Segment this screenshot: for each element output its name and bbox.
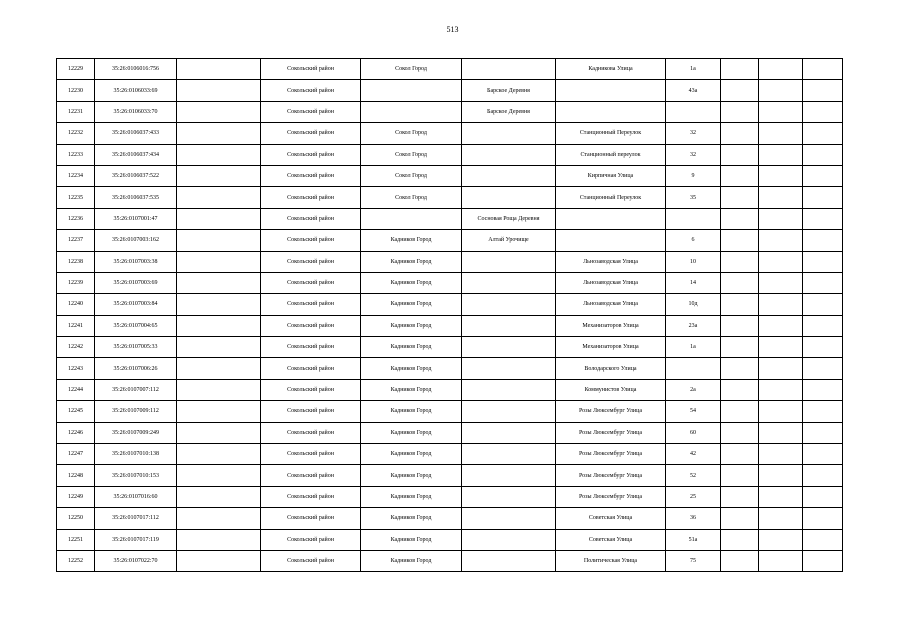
district-cell: Сокольский район (261, 251, 361, 272)
row-number-cell: 12236 (57, 208, 95, 229)
extra-cell-1 (721, 251, 759, 272)
extra-cell-1 (721, 486, 759, 507)
extra-cell-2 (759, 465, 803, 486)
locality-cell (462, 529, 556, 550)
extra-cell-3 (803, 358, 843, 379)
locality-cell (462, 465, 556, 486)
district-cell: Сокольский район (261, 550, 361, 571)
row-number-cell: 12244 (57, 379, 95, 400)
district-cell: Сокольский район (261, 80, 361, 101)
street-cell (556, 101, 666, 122)
table-row (57, 230, 843, 251)
cadastral-number-cell: 35:26:0106037:433 (95, 123, 177, 144)
locality-cell (462, 272, 556, 293)
street-cell: Розы Люксембург Улица (556, 401, 666, 422)
extra-cell-2 (759, 529, 803, 550)
street-cell: Механизаторов Улица (556, 315, 666, 336)
house-number-cell: 6 (666, 230, 721, 251)
locality-cell: Сосновая Роща Деревня (462, 208, 556, 229)
blank-cell (177, 337, 261, 358)
row-number-cell: 12233 (57, 144, 95, 165)
cadastral-number-cell: 35:26:0107016:60 (95, 486, 177, 507)
blank-cell (177, 165, 261, 186)
property-table (56, 58, 843, 572)
house-number-cell: 32 (666, 123, 721, 144)
street-cell: Станционный Переулок (556, 187, 666, 208)
extra-cell-1 (721, 315, 759, 336)
extra-cell-3 (803, 101, 843, 122)
cadastral-number-cell: 35:26:0107007:112 (95, 379, 177, 400)
city-cell: Кадников Город (361, 444, 462, 465)
table-row (57, 272, 843, 293)
blank-cell (177, 422, 261, 443)
extra-cell-2 (759, 294, 803, 315)
house-number-cell: 42 (666, 444, 721, 465)
extra-cell-3 (803, 401, 843, 422)
house-number-cell: 1а (666, 59, 721, 80)
extra-cell-3 (803, 123, 843, 144)
city-cell: Сокол Город (361, 144, 462, 165)
district-cell: Сокольский район (261, 337, 361, 358)
cadastral-number-cell: 35:26:0107017:112 (95, 508, 177, 529)
cadastral-number-cell: 35:26:0106033:70 (95, 101, 177, 122)
locality-cell: Алтай Урочище (462, 230, 556, 251)
row-number-cell: 12230 (57, 80, 95, 101)
house-number-cell: 9 (666, 165, 721, 186)
extra-cell-1 (721, 294, 759, 315)
street-cell (556, 80, 666, 101)
city-cell (361, 101, 462, 122)
street-cell: Станционный Переулок (556, 123, 666, 144)
house-number-cell (666, 358, 721, 379)
cadastral-number-cell: 35:26:0107005:33 (95, 337, 177, 358)
district-cell: Сокольский район (261, 529, 361, 550)
table-row (57, 187, 843, 208)
city-cell: Сокол Город (361, 123, 462, 144)
cadastral-number-cell: 35:26:0107001:47 (95, 208, 177, 229)
extra-cell-2 (759, 550, 803, 571)
blank-cell (177, 59, 261, 80)
row-number-cell: 12232 (57, 123, 95, 144)
extra-cell-1 (721, 80, 759, 101)
extra-cell-3 (803, 208, 843, 229)
table-row (57, 358, 843, 379)
extra-cell-1 (721, 123, 759, 144)
street-cell: Политическая Улица (556, 550, 666, 571)
locality-cell (462, 508, 556, 529)
extra-cell-3 (803, 422, 843, 443)
cadastral-number-cell: 35:26:0106016:756 (95, 59, 177, 80)
locality-cell (462, 422, 556, 443)
extra-cell-3 (803, 465, 843, 486)
extra-cell-2 (759, 272, 803, 293)
blank-cell (177, 123, 261, 144)
extra-cell-2 (759, 486, 803, 507)
locality-cell (462, 59, 556, 80)
extra-cell-3 (803, 80, 843, 101)
extra-cell-1 (721, 337, 759, 358)
extra-cell-3 (803, 550, 843, 571)
cadastral-number-cell: 35:26:0107004:65 (95, 315, 177, 336)
table-row (57, 379, 843, 400)
cadastral-number-cell: 35:26:0107010:138 (95, 444, 177, 465)
district-cell: Сокольский район (261, 101, 361, 122)
city-cell: Кадников Город (361, 315, 462, 336)
extra-cell-2 (759, 251, 803, 272)
blank-cell (177, 465, 261, 486)
row-number-cell: 12251 (57, 529, 95, 550)
street-cell: Льнозаводская Улица (556, 251, 666, 272)
district-cell: Сокольский район (261, 294, 361, 315)
row-number-cell: 12237 (57, 230, 95, 251)
blank-cell (177, 251, 261, 272)
blank-cell (177, 208, 261, 229)
extra-cell-3 (803, 59, 843, 80)
cadastral-number-cell: 35:26:0107022:70 (95, 550, 177, 571)
blank-cell (177, 379, 261, 400)
city-cell: Кадников Город (361, 230, 462, 251)
blank-cell (177, 101, 261, 122)
row-number-cell: 12245 (57, 401, 95, 422)
extra-cell-2 (759, 187, 803, 208)
extra-cell-2 (759, 59, 803, 80)
house-number-cell: 51а (666, 529, 721, 550)
house-number-cell (666, 208, 721, 229)
table-row (57, 465, 843, 486)
row-number-cell: 12242 (57, 337, 95, 358)
city-cell: Кадников Город (361, 486, 462, 507)
house-number-cell: 14 (666, 272, 721, 293)
street-cell: Розы Люксембург Улица (556, 486, 666, 507)
house-number-cell: 35 (666, 187, 721, 208)
row-number-cell: 12231 (57, 101, 95, 122)
locality-cell (462, 379, 556, 400)
locality-cell: Барское Деревня (462, 80, 556, 101)
house-number-cell: 32 (666, 144, 721, 165)
extra-cell-1 (721, 401, 759, 422)
street-cell: Механизаторов Улица (556, 337, 666, 358)
blank-cell (177, 401, 261, 422)
city-cell: Кадников Город (361, 272, 462, 293)
blank-cell (177, 315, 261, 336)
locality-cell (462, 486, 556, 507)
house-number-cell (666, 101, 721, 122)
extra-cell-1 (721, 358, 759, 379)
row-number-cell: 12249 (57, 486, 95, 507)
table-row (57, 144, 843, 165)
district-cell: Сокольский район (261, 422, 361, 443)
extra-cell-2 (759, 379, 803, 400)
blank-cell (177, 508, 261, 529)
locality-cell (462, 187, 556, 208)
table-row (57, 101, 843, 122)
extra-cell-2 (759, 123, 803, 144)
extra-cell-3 (803, 444, 843, 465)
house-number-cell: 10 (666, 251, 721, 272)
cadastral-number-cell: 35:26:0106037:535 (95, 187, 177, 208)
row-number-cell: 12239 (57, 272, 95, 293)
row-number-cell: 12243 (57, 358, 95, 379)
row-number-cell: 12229 (57, 59, 95, 80)
row-number-cell: 12240 (57, 294, 95, 315)
cadastral-number-cell: 35:26:0106037:522 (95, 165, 177, 186)
extra-cell-2 (759, 230, 803, 251)
street-cell (556, 208, 666, 229)
district-cell: Сокольский район (261, 230, 361, 251)
blank-cell (177, 144, 261, 165)
row-number-cell: 12238 (57, 251, 95, 272)
house-number-cell: 2а (666, 379, 721, 400)
row-number-cell: 12235 (57, 187, 95, 208)
locality-cell (462, 144, 556, 165)
table-body (57, 59, 843, 572)
city-cell: Кадников Город (361, 508, 462, 529)
cadastral-number-cell: 35:26:0106037:434 (95, 144, 177, 165)
extra-cell-1 (721, 165, 759, 186)
extra-cell-1 (721, 550, 759, 571)
city-cell: Кадников Город (361, 337, 462, 358)
district-cell: Сокольский район (261, 208, 361, 229)
city-cell: Кадников Город (361, 465, 462, 486)
extra-cell-2 (759, 508, 803, 529)
extra-cell-3 (803, 272, 843, 293)
city-cell: Кадников Город (361, 401, 462, 422)
table-row (57, 508, 843, 529)
city-cell (361, 208, 462, 229)
cadastral-number-cell: 35:26:0107003:84 (95, 294, 177, 315)
table-row (57, 401, 843, 422)
locality-cell (462, 401, 556, 422)
house-number-cell: 54 (666, 401, 721, 422)
extra-cell-1 (721, 422, 759, 443)
city-cell: Кадников Город (361, 294, 462, 315)
district-cell: Сокольский район (261, 358, 361, 379)
street-cell (556, 230, 666, 251)
district-cell: Сокольский район (261, 486, 361, 507)
extra-cell-3 (803, 294, 843, 315)
table-row (57, 294, 843, 315)
table-row (57, 80, 843, 101)
locality-cell (462, 165, 556, 186)
blank-cell (177, 486, 261, 507)
row-number-cell: 12250 (57, 508, 95, 529)
cadastral-number-cell: 35:26:0107010:153 (95, 465, 177, 486)
locality-cell (462, 337, 556, 358)
house-number-cell: 10д (666, 294, 721, 315)
extra-cell-1 (721, 208, 759, 229)
street-cell: Кирпичная Улица (556, 165, 666, 186)
house-number-cell: 43а (666, 80, 721, 101)
extra-cell-1 (721, 144, 759, 165)
district-cell: Сокольский район (261, 315, 361, 336)
extra-cell-1 (721, 230, 759, 251)
blank-cell (177, 230, 261, 251)
extra-cell-3 (803, 144, 843, 165)
locality-cell (462, 550, 556, 571)
locality-cell (462, 315, 556, 336)
extra-cell-1 (721, 379, 759, 400)
extra-cell-3 (803, 165, 843, 186)
blank-cell (177, 550, 261, 571)
extra-cell-2 (759, 401, 803, 422)
street-cell: Станционный переулок (556, 144, 666, 165)
table-row (57, 337, 843, 358)
table-row (57, 59, 843, 80)
locality-cell (462, 358, 556, 379)
cadastral-number-cell: 35:26:0107006:26 (95, 358, 177, 379)
table-row (57, 486, 843, 507)
row-number-cell: 12241 (57, 315, 95, 336)
house-number-cell: 75 (666, 550, 721, 571)
city-cell: Кадников Город (361, 379, 462, 400)
district-cell: Сокольский район (261, 465, 361, 486)
district-cell: Сокольский район (261, 444, 361, 465)
city-cell: Кадников Город (361, 358, 462, 379)
street-cell: Коммунистов Улица (556, 379, 666, 400)
district-cell: Сокольский район (261, 165, 361, 186)
table-row (57, 208, 843, 229)
extra-cell-1 (721, 272, 759, 293)
house-number-cell: 60 (666, 422, 721, 443)
extra-cell-2 (759, 444, 803, 465)
extra-cell-3 (803, 187, 843, 208)
street-cell: Льнозаводская Улица (556, 272, 666, 293)
blank-cell (177, 80, 261, 101)
house-number-cell: 52 (666, 465, 721, 486)
cadastral-number-cell: 35:26:0107003:38 (95, 251, 177, 272)
locality-cell (462, 123, 556, 144)
table-row (57, 123, 843, 144)
cadastral-number-cell: 35:26:0107017:119 (95, 529, 177, 550)
extra-cell-2 (759, 422, 803, 443)
street-cell: Розы Люксембург Улица (556, 444, 666, 465)
blank-cell (177, 294, 261, 315)
cadastral-number-cell: 35:26:0106033:69 (95, 80, 177, 101)
extra-cell-2 (759, 165, 803, 186)
district-cell: Сокольский район (261, 144, 361, 165)
district-cell: Сокольский район (261, 401, 361, 422)
extra-cell-1 (721, 508, 759, 529)
city-cell: Кадников Город (361, 529, 462, 550)
cadastral-number-cell: 35:26:0107009:112 (95, 401, 177, 422)
extra-cell-2 (759, 144, 803, 165)
extra-cell-2 (759, 208, 803, 229)
extra-cell-2 (759, 337, 803, 358)
row-number-cell: 12246 (57, 422, 95, 443)
street-cell: Советская Улица (556, 529, 666, 550)
district-cell: Сокольский район (261, 187, 361, 208)
city-cell: Кадников Город (361, 550, 462, 571)
extra-cell-3 (803, 315, 843, 336)
row-number-cell: 12252 (57, 550, 95, 571)
extra-cell-1 (721, 187, 759, 208)
extra-cell-3 (803, 379, 843, 400)
extra-cell-2 (759, 358, 803, 379)
cadastral-number-cell: 35:26:0107003:162 (95, 230, 177, 251)
street-cell: Володарского Улица (556, 358, 666, 379)
extra-cell-2 (759, 80, 803, 101)
street-cell: Розы Люксембург Улица (556, 422, 666, 443)
locality-cell (462, 444, 556, 465)
extra-cell-1 (721, 101, 759, 122)
page-number: 513 (446, 25, 459, 34)
street-cell: Льнозаводская Улица (556, 294, 666, 315)
district-cell: Сокольский район (261, 59, 361, 80)
cadastral-number-cell: 35:26:0107009:249 (95, 422, 177, 443)
street-cell: Кадникова Улица (556, 59, 666, 80)
extra-cell-2 (759, 315, 803, 336)
city-cell: Сокол Город (361, 187, 462, 208)
house-number-cell: 1а (666, 337, 721, 358)
house-number-cell: 36 (666, 508, 721, 529)
street-cell: Советская Улица (556, 508, 666, 529)
row-number-cell: 12234 (57, 165, 95, 186)
table-row (57, 315, 843, 336)
extra-cell-1 (721, 444, 759, 465)
table-row (57, 251, 843, 272)
locality-cell (462, 294, 556, 315)
city-cell: Сокол Город (361, 165, 462, 186)
district-cell: Сокольский район (261, 508, 361, 529)
blank-cell (177, 444, 261, 465)
locality-cell: Барское Деревня (462, 101, 556, 122)
extra-cell-1 (721, 465, 759, 486)
extra-cell-2 (759, 101, 803, 122)
house-number-cell: 25 (666, 486, 721, 507)
extra-cell-3 (803, 230, 843, 251)
table-row (57, 165, 843, 186)
blank-cell (177, 187, 261, 208)
city-cell (361, 80, 462, 101)
extra-cell-3 (803, 486, 843, 507)
blank-cell (177, 272, 261, 293)
district-cell: Сокольский район (261, 379, 361, 400)
locality-cell (462, 251, 556, 272)
extra-cell-3 (803, 251, 843, 272)
extra-cell-1 (721, 529, 759, 550)
table-row (57, 529, 843, 550)
extra-cell-3 (803, 508, 843, 529)
city-cell: Сокол Город (361, 59, 462, 80)
extra-cell-3 (803, 337, 843, 358)
blank-cell (177, 529, 261, 550)
district-cell: Сокольский район (261, 123, 361, 144)
table-row (57, 550, 843, 571)
city-cell: Кадников Город (361, 251, 462, 272)
table-row (57, 422, 843, 443)
extra-cell-1 (721, 59, 759, 80)
blank-cell (177, 358, 261, 379)
house-number-cell: 23а (666, 315, 721, 336)
cadastral-number-cell: 35:26:0107003:69 (95, 272, 177, 293)
row-number-cell: 12248 (57, 465, 95, 486)
city-cell: Кадников Город (361, 422, 462, 443)
district-cell: Сокольский район (261, 272, 361, 293)
table-row (57, 444, 843, 465)
street-cell: Розы Люксембург Улица (556, 465, 666, 486)
extra-cell-3 (803, 529, 843, 550)
row-number-cell: 12247 (57, 444, 95, 465)
